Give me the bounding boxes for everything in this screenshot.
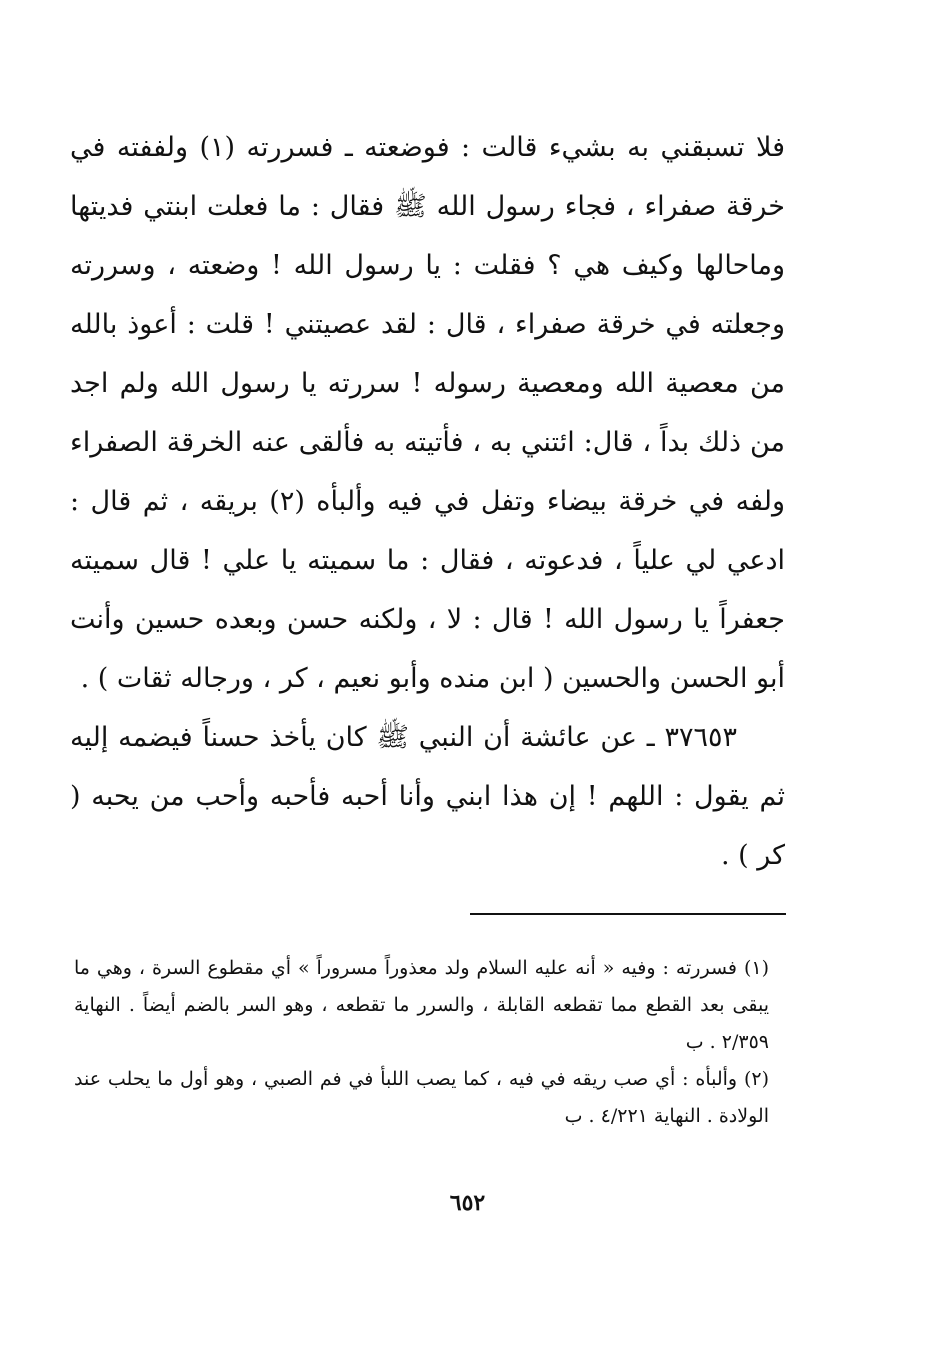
footnote-1: (١) فسررته : وفيه « أنه عليه السلام ولد معذوراً مسروراً » أي مقطوع السرة ، وهي ما يبقى بعد القطع مما تقطعه القابلة ، والسرر ما تقطعه ، وهو السر بالضم أيضاً . النهاية ٢/٣٥٩ . ب (74, 957, 769, 1053)
main-text (70, 118, 785, 885)
footnote-divider (470, 913, 786, 915)
page-number: ٦٥٢ (449, 1190, 486, 1216)
paragraph-hadith-continuation: فلا تسبقني به بشيء قالت : فوضعته ـ فسررته (١) ولففته في خرقة صفراء ، فجاء رسول الله ﷺ فقال : ما فعلت ابنتي فديتها وماحالها وكيف هي ؟ فقلت : يا رسول الله ! وضعته ، وسررته وجعلته في خرقة صفراء ، قال : لقد عصيتني ! قلت : أعوذ بالله من معصية الله ومعصية رسوله ! سررته يا رسول الله ولم اجد من ذلك بداً ، قال: ائتني به ، فأتيته به فألقى عنه الخرقة الصفراء ولفه في خرقة بيضاء وتفل في فيه وألبأه (٢) بريقه ، ثم قال : ادعي لي علياً ، فدعوته ، فقال : ما سميته يا علي ! قال سميته جعفراً يا رسول الله ! قال : لا ، ولكنه حسن وبعده حسين وأنت أبو الحسن والحسين ( ابن منده وأبو نعيم ، كر ، ورجاله ثقات ) . (70, 132, 785, 694)
footnotes (74, 950, 769, 1135)
paragraph-hadith-37653: ٣٧٦٥٣ ـ عن عائشة أن النبي ﷺ كان يأخذ حسناً فيضمه إليه ثم يقول : اللهم ! إن هذا ابني وأنا أحبه فأحبه وأحب من يحبه ( كر ) . (70, 722, 785, 871)
footnote-2: (٢) وألبأه : أي صب ريقه في فيه ، كما يصب اللبأ في فم الصبي ، وهو أول ما يحلب عند الولادة . النهاية ٤/٢٢١ . ب (74, 1068, 769, 1127)
